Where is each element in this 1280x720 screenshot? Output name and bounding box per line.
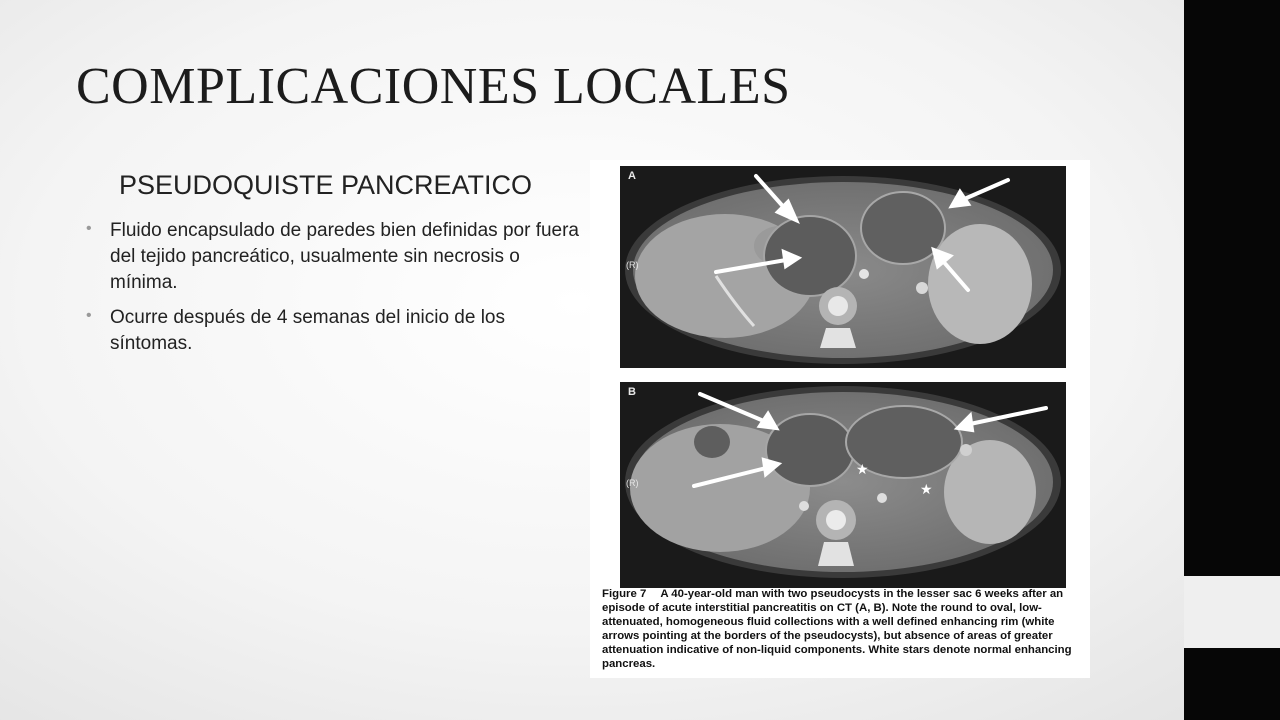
ct-scan-panel-b <box>620 382 1066 588</box>
bullet-item <box>86 218 580 297</box>
ct-scan-panel-a <box>620 166 1066 368</box>
panel-letter-a: A <box>628 170 636 182</box>
bullet-text: Ocurre después de 4 semanas del inicio de los síntomas. <box>110 306 506 354</box>
ct-image-a <box>620 166 1066 368</box>
figure-label: Figure 7 <box>602 588 647 600</box>
side-marker-b: (R) <box>626 478 639 488</box>
panel-letter-b: B <box>628 386 636 398</box>
ct-figure <box>590 160 1090 678</box>
bullet-icon: • <box>86 220 92 237</box>
side-marker-a: (R) <box>626 260 639 270</box>
slide-subtitle: PSEUDOQUISTE PANCREATICO <box>118 170 533 200</box>
right-sidebar-bar <box>1184 0 1280 720</box>
caption-text: A 40-year-old man with two pseudocysts in the lesser sac 6 weeks after an episode of acute interstitial pancreatitis on CT (A, B). Note the round to oval, low-attenuated, homogeneous fluid collections with a well defined enhancing rim (white arrows pointing at the borders of the pseudocysts), but absence of areas of greater attenuation indicative of non-liquid components. White stars denote normal enhancing pancreas. <box>602 588 1072 670</box>
bullet-text: Fluido encapsulado de paredes bien definidas por fuera del tejido pancreático, usualmente sin necrosis o mínima. <box>110 220 579 294</box>
svg-text:★: ★ <box>920 482 933 498</box>
sidebar-light-band <box>1184 576 1280 648</box>
bullet-icon: • <box>86 306 92 324</box>
slide-title: COMPLICACIONES LOCALES <box>76 58 791 115</box>
figure-caption <box>602 588 1082 671</box>
bullet-list <box>86 218 580 365</box>
bullet-item <box>86 305 580 357</box>
ct-image-b <box>620 382 1066 588</box>
svg-text:★: ★ <box>856 462 869 478</box>
